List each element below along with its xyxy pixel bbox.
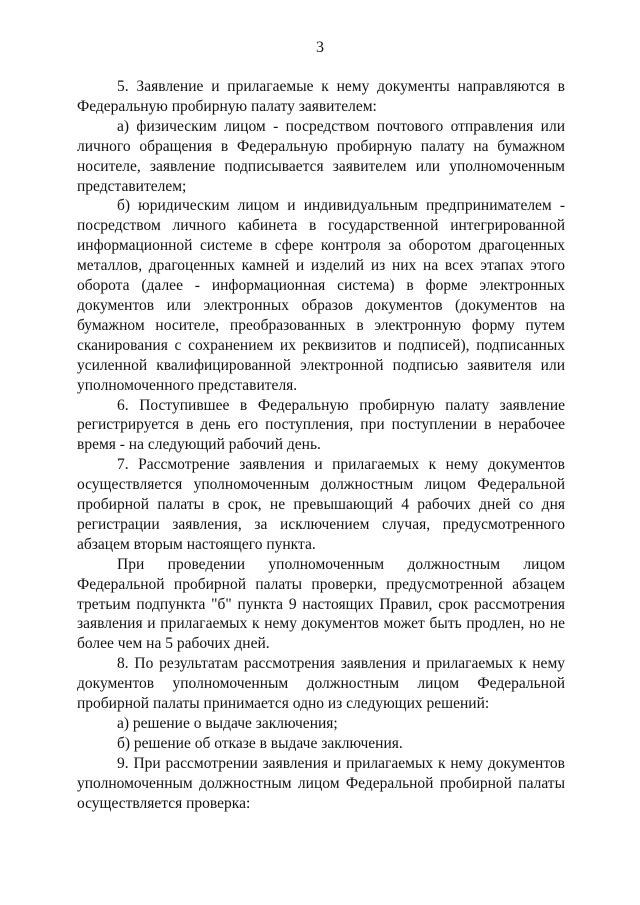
paragraph-item-5b: б) юридическим лицом и индивидуальным предпринимателем - посредством личного кабинета в государственной интегрированной информационной системе в сфере контроля за оборотом драгоценных металлов, драгоценных камней и изделий из них на всех этапах этого оборота (далее - информационная система) в форме электронных документов или электронных образов документов (документов на бумажном носителе, преобразованных в электронную форму путем сканирования с сохранением их реквизитов и подписей), подписанных усиленной квалифицированной электронной подписью заявителя или уполномоченного представителя.	[77, 197, 565, 394]
document-body	[77, 77, 565, 814]
page-number: 3	[316, 39, 324, 56]
paragraph-item-6: 6. Поступившее в Федеральную пробирную палату заявление регистрируется в день его поступления, при поступлении в нерабочее время - на следующий рабочий день.	[77, 396, 565, 454]
paragraph-item-5: 5. Заявление и прилагаемые к нему документы направляются в Федеральную пробирную палату заявителем:	[77, 78, 565, 115]
paragraph-item-8b: б) решение об отказе в выдаче заключения.	[117, 734, 403, 752]
paragraph-item-8a: а) решение о выдаче заключения;	[117, 715, 338, 732]
paragraph-item-5a: а) физическим лицом - посредством почтового отправления или личного обращения в Федеральную пробирную палату на бумажном носителе, заявление подписывается заявителем или уполномоченным представителем;	[77, 117, 565, 195]
paragraph-item-8: 8. По результатам рассмотрения заявления и прилагаемых к нему документов уполномоченным должностным лицом Федеральной пробирной палаты принимается одно из следующих решений:	[77, 655, 565, 713]
paragraph-item-7-second: При проведении уполномоченным должностным лицом Федеральной пробирной палаты проверки, предусмотренной абзацем третьим подпункта "б" пункта 9 настоящих Правил, срок рассмотрения заявления и прилагаемых к нему документов может быть продлен, но не более чем на 5 рабочих дней.	[77, 555, 565, 653]
paragraph-item-7: 7. Рассмотрение заявления и прилагаемых к нему документов осуществляется уполномоченным должностным лицом Федеральной пробирной палаты в срок, не превышающий 4 рабочих дней со дня регистрации заявления, за исключением случая, предусмотренного абзацем вторым настоящего пункта.	[77, 456, 565, 553]
paragraph-item-9: 9. При рассмотрении заявления и прилагаемых к нему документов уполномоченным должностным лицом Федеральной пробирной палаты осуществляется проверка:	[77, 754, 565, 812]
